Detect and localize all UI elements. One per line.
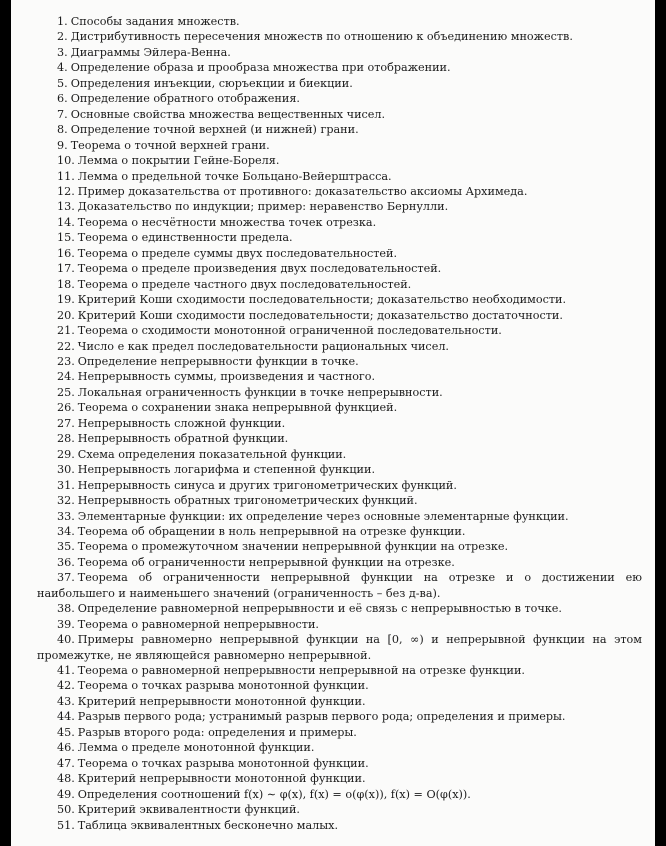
question-text: Определение образа и прообраза множества при отображении. xyxy=(70,61,451,75)
question-text: Определения инъекции, сюръекции и биекции. xyxy=(70,76,353,90)
question-text: Определение непрерывности функции в точке. xyxy=(77,354,359,368)
question-item xyxy=(37,818,642,833)
question-item xyxy=(37,339,642,354)
question-item xyxy=(37,400,642,415)
question-text: Непрерывность обратной функции. xyxy=(77,432,289,446)
question-text: Теорема о пределе произведения двух последовательностей. xyxy=(77,262,442,276)
question-number: 47. xyxy=(57,756,75,770)
question-item xyxy=(37,725,642,740)
question-text: Определение обратного отображения. xyxy=(70,92,300,106)
question-text: Теорема о промежуточном значении непрерывной функции на отрезке. xyxy=(77,540,509,554)
question-item xyxy=(37,431,642,446)
question-item xyxy=(37,277,642,292)
question-text: Теорема о точках разрыва монотонной функции. xyxy=(77,679,369,693)
question-text: Теорема об обращении в ноль непрерывной на отрезке функции. xyxy=(77,524,466,538)
question-text: Теорема об ограниченности непрерывной функции на отрезке и о достижении ею наибольшего и наименьшего значений (ограниченность – без д-ва). xyxy=(37,571,642,600)
question-text: Разрыв второго рода: определения и примеры. xyxy=(77,725,357,739)
question-text: Примеры равномерно непрерывной функции на [0, ∞) и непрерывной функции на этом промежутке, не являющейся равномерно непрерывной. xyxy=(37,633,642,662)
question-item xyxy=(37,261,642,276)
question-number: 41. xyxy=(57,664,75,678)
question-item xyxy=(37,153,642,168)
question-number: 7. xyxy=(57,107,68,121)
question-number: 31. xyxy=(57,478,75,492)
question-number: 28. xyxy=(57,432,75,446)
question-list xyxy=(37,14,642,833)
question-text: Критерий Коши сходимости последовательности; доказательство достаточности. xyxy=(77,308,563,322)
question-text: Определение равномерной непрерывности и её связь с непрерывностью в точке. xyxy=(77,602,562,616)
question-number: 35. xyxy=(57,540,75,554)
question-number: 36. xyxy=(57,555,75,569)
question-text: Доказательство по индукции; пример: неравенство Бернулли. xyxy=(77,200,449,214)
question-number: 38. xyxy=(57,602,75,616)
question-number: 5. xyxy=(57,76,68,90)
question-number: 24. xyxy=(57,370,75,384)
question-text: Разрыв первого рода; устранимый разрыв первого рода; определения и примеры. xyxy=(77,710,566,724)
question-item xyxy=(37,462,642,477)
question-number: 1. xyxy=(57,15,68,28)
question-item xyxy=(37,478,642,493)
question-text: Непрерывность сложной функции. xyxy=(77,416,286,430)
question-text: Элементарные функции: их определение через основные элементарные функции. xyxy=(77,509,569,523)
question-text: Определение точной верхней (и нижней) грани. xyxy=(70,123,359,137)
question-number: 25. xyxy=(57,385,75,399)
question-text: Теорема о пределе суммы двух последовательностей. xyxy=(77,246,398,260)
question-text: Критерий Коши сходимости последовательности; доказательство необходимости. xyxy=(77,293,567,307)
question-item xyxy=(37,29,642,44)
question-text: Непрерывность обратных тригонометрических функций. xyxy=(77,494,418,508)
question-text: Теорема о равномерной непрерывности непрерывной на отрезке функции. xyxy=(77,664,525,678)
question-text: Теорема об ограниченности непрерывной функции на отрезке. xyxy=(77,555,455,569)
question-number: 3. xyxy=(57,45,68,59)
question-number: 51. xyxy=(57,818,75,832)
question-text: Теорема о точной верхней грани. xyxy=(70,138,270,152)
question-number: 32. xyxy=(57,494,75,508)
question-item xyxy=(37,570,642,601)
question-number: 14. xyxy=(57,215,75,229)
question-text: Таблица эквивалентных бесконечно малых. xyxy=(77,818,339,832)
question-item xyxy=(37,740,642,755)
question-item xyxy=(37,678,642,693)
question-number: 21. xyxy=(57,324,75,338)
question-text: Теорема о сохранении знака непрерывной функцией. xyxy=(77,401,398,415)
question-item xyxy=(37,802,642,817)
question-text: Основные свойства множества вещественных чисел. xyxy=(70,107,386,121)
question-text: Непрерывность логарифма и степенной функции. xyxy=(77,463,376,477)
question-item xyxy=(37,493,642,508)
question-number: 37. xyxy=(57,571,75,585)
question-number: 33. xyxy=(57,509,75,523)
question-number: 16. xyxy=(57,246,75,260)
question-text: Теорема о точках разрыва монотонной функции. xyxy=(77,756,369,770)
question-number: 22. xyxy=(57,339,75,353)
question-text: Способы задания множеств. xyxy=(70,15,240,28)
question-item xyxy=(37,199,642,214)
question-text: Теорема о несчётности множества точек отрезка. xyxy=(77,215,377,229)
question-text: Теорема о пределе частного двух последовательностей. xyxy=(77,277,412,291)
question-item xyxy=(37,230,642,245)
question-item xyxy=(37,60,642,75)
question-text: Критерий непрерывности монотонной функции. xyxy=(77,694,366,708)
question-text: Непрерывность суммы, произведения и частного. xyxy=(77,370,376,384)
question-number: 49. xyxy=(57,787,75,801)
question-number: 10. xyxy=(57,154,75,168)
question-number: 4. xyxy=(57,61,68,75)
question-item xyxy=(37,447,642,462)
question-text: Лемма о пределе монотонной функции. xyxy=(77,741,315,755)
question-number: 20. xyxy=(57,308,75,322)
question-number: 12. xyxy=(57,184,75,198)
question-item xyxy=(37,509,642,524)
question-number: 26. xyxy=(57,401,75,415)
question-number: 42. xyxy=(57,679,75,693)
question-number: 13. xyxy=(57,200,75,214)
question-number: 15. xyxy=(57,231,75,245)
question-number: 30. xyxy=(57,463,75,477)
question-item xyxy=(37,694,642,709)
question-item xyxy=(37,45,642,60)
question-number: 45. xyxy=(57,725,75,739)
question-item xyxy=(37,354,642,369)
question-number: 29. xyxy=(57,447,75,461)
question-item xyxy=(37,308,642,323)
question-item xyxy=(37,787,642,802)
question-number: 43. xyxy=(57,694,75,708)
question-item xyxy=(37,601,642,616)
question-text: Теорема о равномерной непрерывности. xyxy=(77,617,319,631)
question-item xyxy=(37,771,642,786)
question-text: Лемма о предельной точке Больцано-Вейерштрасса. xyxy=(77,169,392,183)
question-item xyxy=(37,555,642,570)
question-number: 39. xyxy=(57,617,75,631)
question-item xyxy=(37,122,642,137)
question-text: Критерий непрерывности монотонной функции. xyxy=(77,772,366,786)
question-item xyxy=(37,184,642,199)
question-item xyxy=(37,215,642,230)
question-text: Схема определения показательной функции. xyxy=(77,447,347,461)
question-number: 19. xyxy=(57,293,75,307)
question-number: 46. xyxy=(57,741,75,755)
question-text: Диаграммы Эйлера-Венна. xyxy=(70,45,231,59)
question-item xyxy=(37,617,642,632)
question-item xyxy=(37,292,642,307)
question-number: 44. xyxy=(57,710,75,724)
question-item xyxy=(37,416,642,431)
question-item xyxy=(37,107,642,122)
question-text: Локальная ограниченность функции в точке непрерывности. xyxy=(77,385,443,399)
question-number: 8. xyxy=(57,123,68,137)
question-number: 17. xyxy=(57,262,75,276)
question-item xyxy=(37,385,642,400)
question-text: Непрерывность синуса и других тригонометрических функций. xyxy=(77,478,457,492)
question-item xyxy=(37,756,642,771)
question-text: Определения соотношений f(x) ∼ φ(x), f(x) = o(φ(x)), f(x) = O(φ(x)). xyxy=(77,787,471,801)
question-text: Лемма о покрытии Гейне-Бореля. xyxy=(77,154,280,168)
question-number: 48. xyxy=(57,772,75,786)
question-text: Критерий эквивалентности функций. xyxy=(77,803,300,817)
question-text: Число e как предел последовательности рациональных чисел. xyxy=(77,339,449,353)
question-item xyxy=(37,91,642,106)
question-number: 18. xyxy=(57,277,75,291)
question-number: 2. xyxy=(57,30,68,44)
question-number: 23. xyxy=(57,354,75,368)
question-item xyxy=(37,246,642,261)
question-item xyxy=(37,539,642,554)
question-number: 50. xyxy=(57,803,75,817)
question-number: 9. xyxy=(57,138,68,152)
question-number: 40. xyxy=(57,633,75,647)
document-page xyxy=(11,0,655,846)
question-item xyxy=(37,76,642,91)
question-item xyxy=(37,663,642,678)
question-item xyxy=(37,369,642,384)
question-item xyxy=(37,524,642,539)
question-item xyxy=(37,323,642,338)
question-text: Теорема о сходимости монотонной ограниченной последовательности. xyxy=(77,324,502,338)
question-number: 34. xyxy=(57,524,75,538)
question-text: Пример доказательства от противного: доказательство аксиомы Архимеда. xyxy=(77,184,528,198)
question-number: 6. xyxy=(57,92,68,106)
question-number: 11. xyxy=(57,169,75,183)
question-text: Дистрибутивность пересечения множеств по отношению к объединению множеств. xyxy=(70,30,573,44)
question-item xyxy=(37,169,642,184)
question-item xyxy=(37,709,642,724)
question-number: 27. xyxy=(57,416,75,430)
question-text: Теорема о единственности предела. xyxy=(77,231,293,245)
question-item xyxy=(37,14,642,29)
question-item xyxy=(37,138,642,153)
question-item xyxy=(37,632,642,663)
